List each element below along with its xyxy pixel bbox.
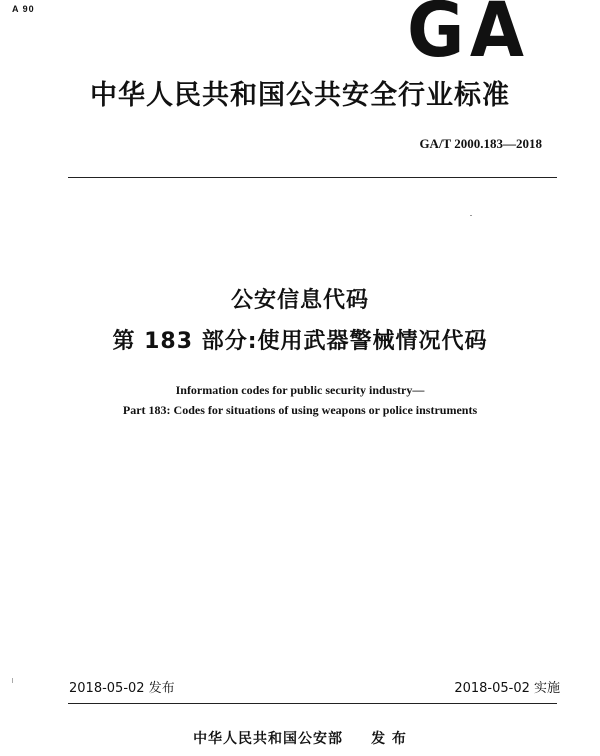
title-english-part: Part 183: Codes for situations of using weapons or police instruments	[122, 403, 478, 417]
classification-code: A 90	[12, 4, 35, 14]
title-english-main: Information codes for public security industry—	[175, 383, 425, 397]
title-chinese-main: 公安信息代码	[230, 288, 369, 313]
top-divider	[68, 177, 557, 178]
scan-speck	[470, 215, 472, 216]
ga-logo: GA	[407, 0, 530, 74]
publisher-line	[0, 730, 600, 748]
implementation-date: 2018-05-02 实施	[454, 681, 560, 696]
bottom-divider	[68, 703, 557, 704]
organization-title: 中华人民共和国公共安全行业标准	[90, 80, 510, 111]
standard-code: GA/T 2000.183—2018	[419, 136, 542, 151]
publisher-name: 中华人民共和国公安部	[193, 731, 344, 747]
publish-action: 发 布	[371, 731, 407, 747]
issue-date: 2018-05-02 发布	[69, 681, 175, 696]
title-chinese-part: 第 183 部分:使用武器警械情况代码	[112, 329, 488, 354]
scan-mark	[12, 678, 13, 683]
